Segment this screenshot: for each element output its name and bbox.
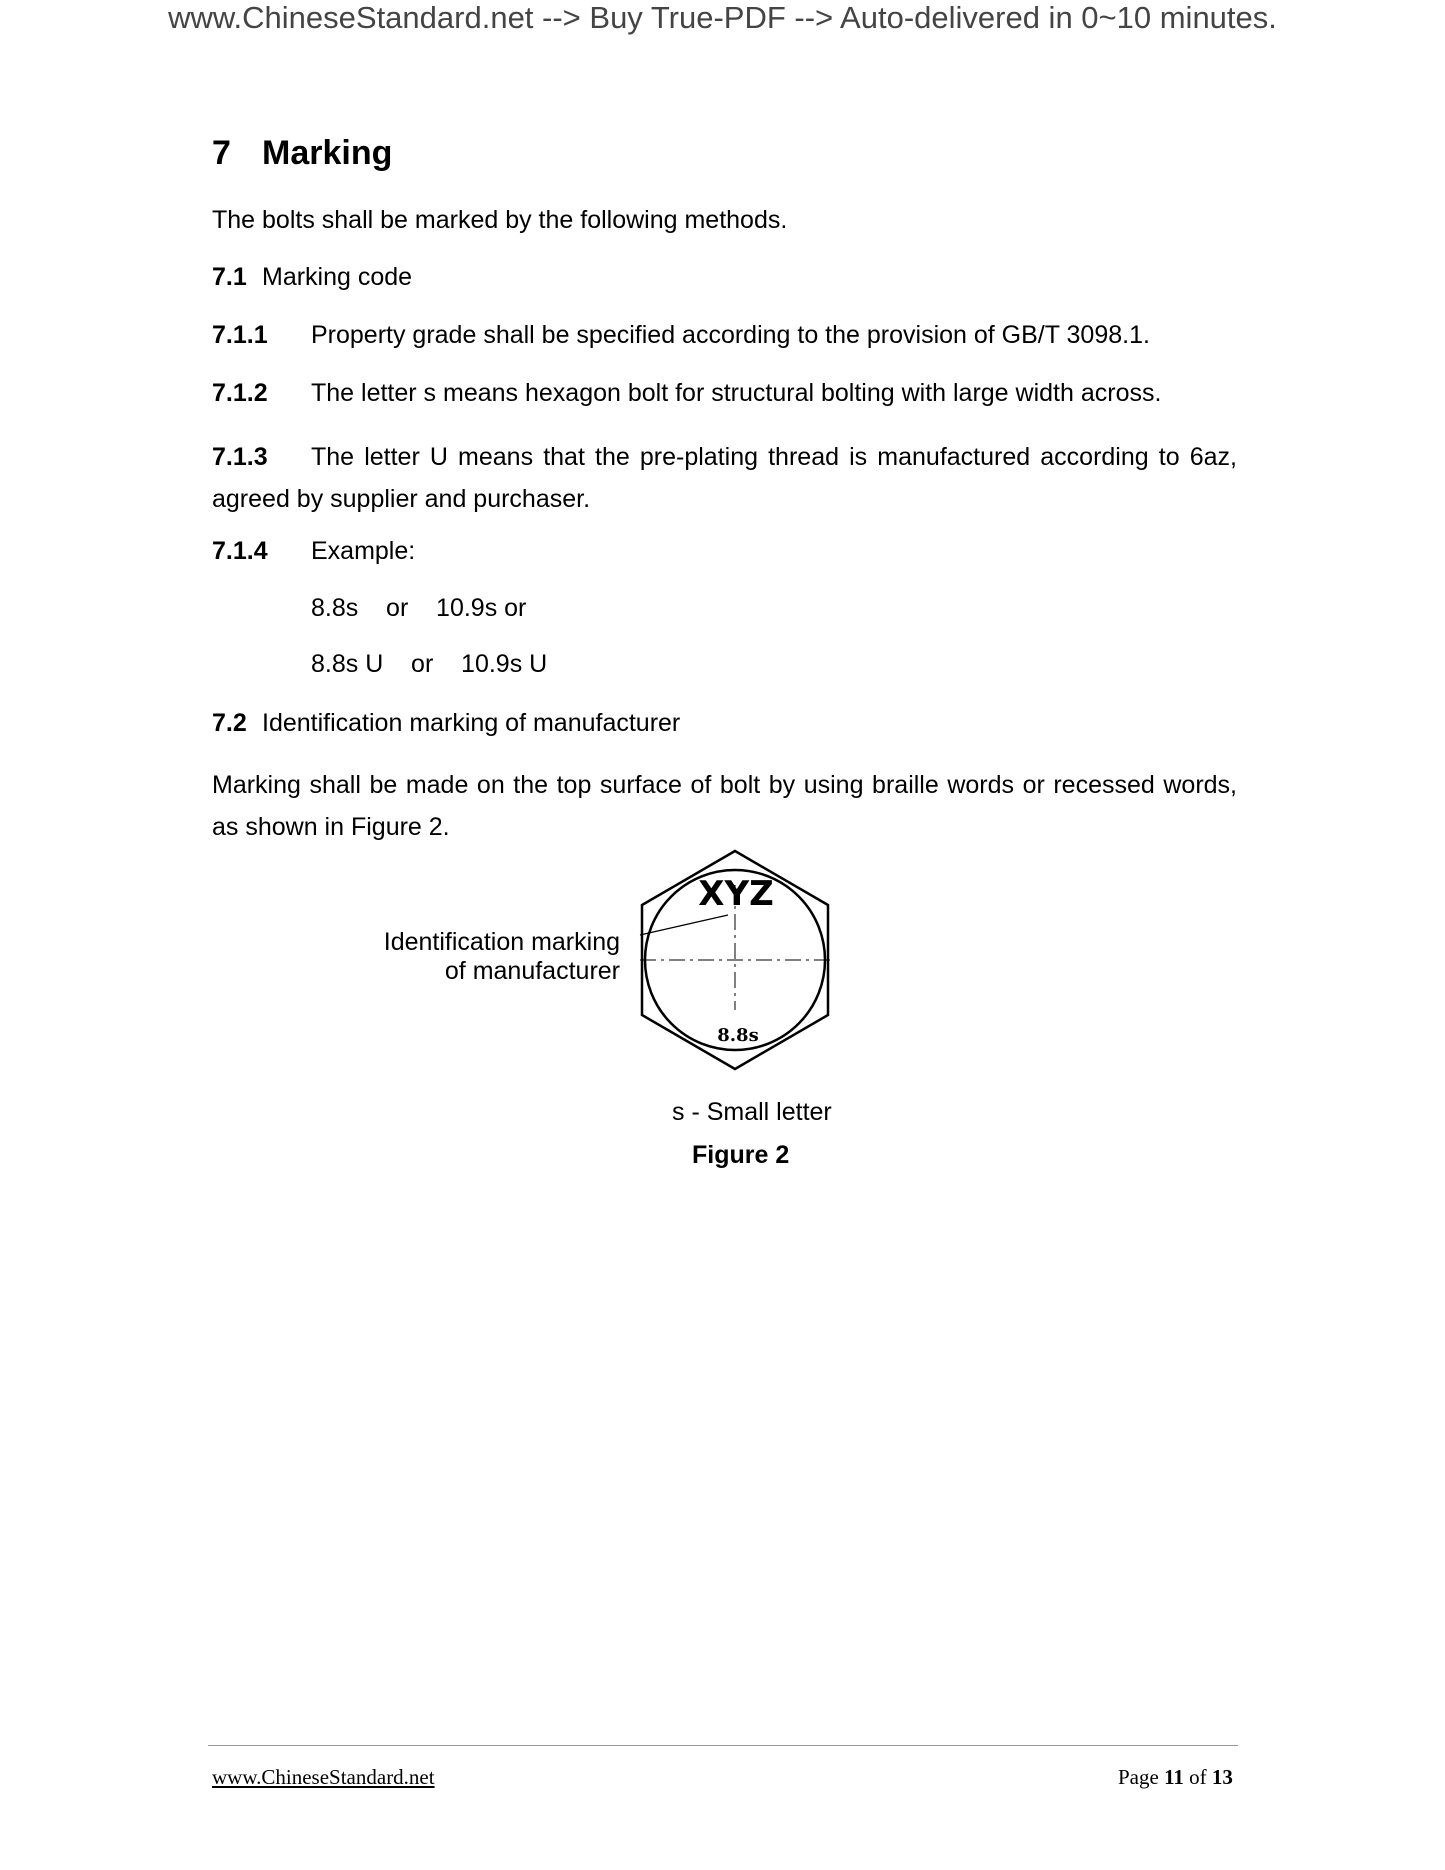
clause-text: The letter U means that the pre-plating thread is manufactured according to 6az, agreed by supplier and purchaser. xyxy=(212,443,1237,513)
callout-line-2: of manufacturer xyxy=(444,957,620,985)
clause-7-2-paragraph: Marking shall be made on the top surface of bolt by using braille words or recessed words, as shown in Figure 2. xyxy=(212,771,1237,841)
clause-text: The letter s means hexagon bolt for structural bolting with large width across. xyxy=(311,379,1162,407)
clause-number: 7.1.3 xyxy=(212,443,268,471)
footer-page-number xyxy=(1118,1765,1233,1790)
clause-number: 7.1.1 xyxy=(212,321,268,349)
clause-7-1-1 xyxy=(212,320,1150,350)
intro-paragraph: The bolts shall be marked by the following methods. xyxy=(212,206,788,234)
section-heading xyxy=(212,134,392,173)
figure-title: Figure 2 xyxy=(692,1141,790,1169)
clause-text: Marking code xyxy=(262,263,413,291)
example-line-2: 8.8s U or 10.9s U xyxy=(311,650,548,678)
clause-7-1 xyxy=(212,262,412,292)
figure-callout xyxy=(300,928,620,986)
clause-number: 7.1 xyxy=(212,263,247,291)
clause-text: Property grade shall be specified according to the provision of GB/T 3098.1. xyxy=(311,321,1150,349)
footer-site-link[interactable]: www.ChineseStandard.net xyxy=(212,1765,435,1789)
callout-line-1: Identification marking xyxy=(383,928,620,956)
footer-divider xyxy=(208,1745,1238,1746)
clause-7-1-4 xyxy=(212,536,415,566)
page-of: of xyxy=(1189,1765,1207,1789)
example-line-1: 8.8s or 10.9s or xyxy=(311,594,527,622)
manufacturer-mark: XYZ xyxy=(698,874,774,914)
clause-number: 7.2 xyxy=(212,709,247,737)
page-prefix: Page xyxy=(1118,1765,1159,1789)
clause-7-1-3 xyxy=(212,436,1237,520)
clause-7-2 xyxy=(212,708,680,738)
page-current: 11 xyxy=(1164,1765,1184,1789)
section-number: 7 xyxy=(212,134,231,172)
clause-7-1-2 xyxy=(212,378,1161,408)
clause-text: Example: xyxy=(311,537,416,565)
top-banner: www.ChineseStandard.net --> Buy True-PDF --> Auto-delivered in 0~10 minutes. xyxy=(168,0,1277,35)
clause-number: 7.1.2 xyxy=(212,379,268,407)
clause-text: Identification marking of manufacturer xyxy=(262,709,681,737)
grade-mark: 8.8s xyxy=(717,1025,759,1046)
bolt-head-diagram xyxy=(630,845,850,1085)
figure-note: s - Small letter xyxy=(672,1098,832,1126)
clause-number: 7.1.4 xyxy=(212,537,268,565)
page-total: 13 xyxy=(1211,1765,1233,1789)
section-title: Marking xyxy=(262,134,393,172)
